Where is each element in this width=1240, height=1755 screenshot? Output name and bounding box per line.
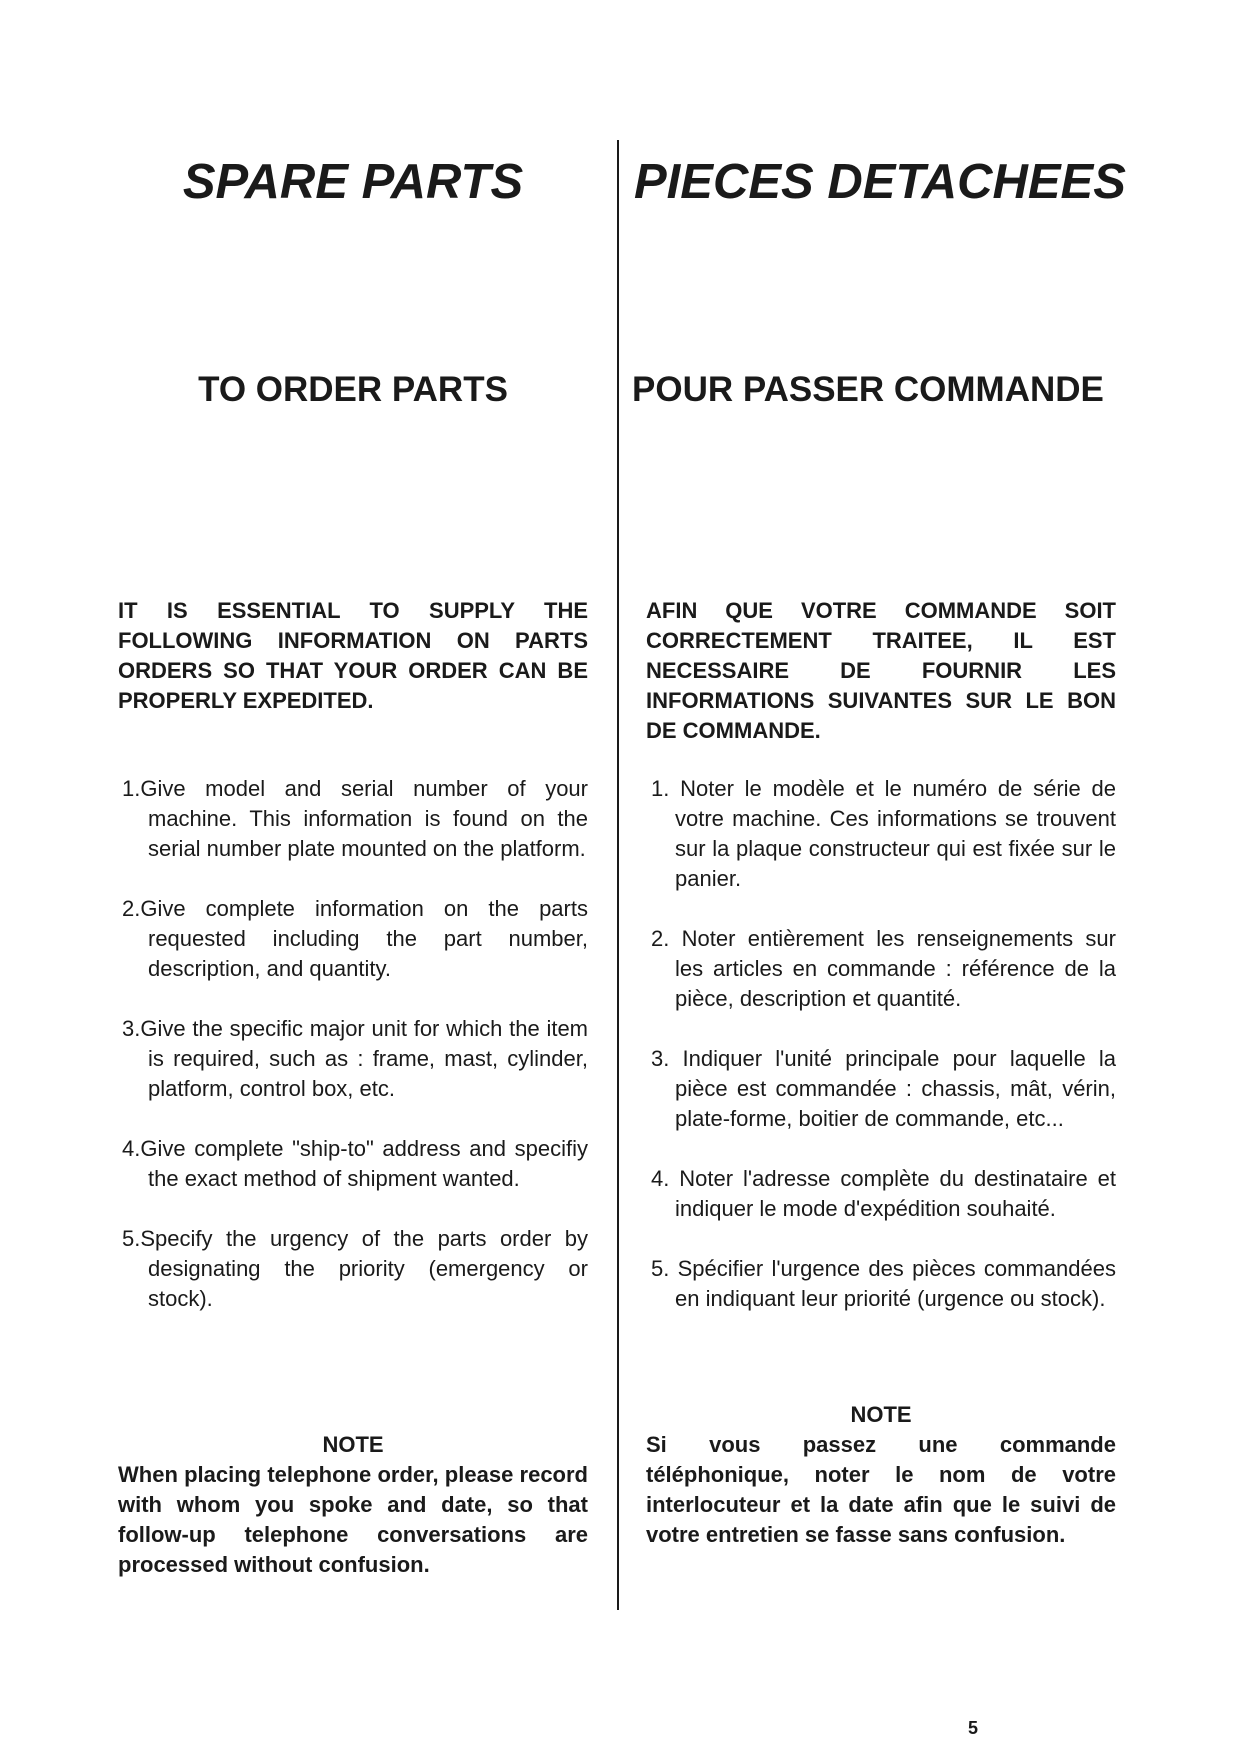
list-item: 2. Noter entièrement les renseignements sur les articles en commande : référence de la pièce, description et quantité. — [651, 926, 1116, 1011]
note-text-fr: Si vous passez une commande téléphonique, noter le nom de votre interlocuteur et la date afin que le suivi de votre entretien se fasse sans confusion. — [646, 1432, 1116, 1547]
list-item: 4.Give complete "ship-to" address and specifiy the exact method of shipment wanted. — [122, 1136, 588, 1191]
note-text-en: When placing telephone order, please record with whom you spoke and date, so that follow-up telephone conversations are processed without confusion. — [118, 1462, 588, 1577]
column-divider — [617, 140, 619, 1610]
list-item: 3. Indiquer l'unité principale pour laquelle la pièce est commandée : chassis, mât, vérin, plate-forme, boitier de commande, etc... — [651, 1046, 1116, 1131]
list-item: 1.Give model and serial number of your machine. This information is found on the serial number plate mounted on the platform. — [122, 776, 588, 861]
list-item: 4. Noter l'adresse complète du destinataire et indiquer le mode d'expédition souhaité. — [651, 1166, 1116, 1221]
page-title-fr: PIECES DETACHEES — [634, 155, 1126, 209]
note-heading-fr: NOTE — [850, 1402, 912, 1427]
page-number: 5 — [968, 1718, 979, 1738]
intro-text-en: IT IS ESSENTIAL TO SUPPLY THE FOLLOWING INFORMATION ON PARTS ORDERS SO THAT YOUR ORDER CAN BE PROPERLY EXPEDITED. — [118, 598, 588, 713]
intro-text-fr: AFIN QUE VOTRE COMMANDE SOIT CORRECTEMENT TRAITEE, IL EST NECESSAIRE DE FOURNIR LES INFORMATIONS SUIVANTES SUR LE BON DE COMMANDE. — [646, 598, 1116, 743]
list-item: 1. Noter le modèle et le numéro de série de votre machine. Ces informations se trouvent sur la plaque constructeur qui est fixée sur le panier. — [651, 776, 1116, 891]
section-title-fr: POUR PASSER COMMANDE — [632, 370, 1104, 409]
list-item: 5. Spécifier l'urgence des pièces commandées en indiquant leur priorité (urgence ou stock). — [651, 1256, 1116, 1311]
note-block-en — [118, 1430, 588, 1580]
page-title-en: SPARE PARTS — [182, 155, 524, 209]
list-item: 5.Specify the urgency of the parts order by designating the priority (emergency or stock). — [122, 1226, 588, 1311]
note-heading-en: NOTE — [322, 1432, 384, 1457]
note-block-fr — [646, 1400, 1116, 1550]
instructions-list-en — [118, 774, 588, 1344]
section-title-en: TO ORDER PARTS — [198, 370, 508, 409]
instructions-list-fr — [646, 774, 1116, 1344]
list-item: 3.Give the specific major unit for which the item is required, such as : frame, mast, cylinder, platform, control box, etc. — [122, 1016, 588, 1101]
list-item: 2.Give complete information on the parts requested including the part number, description, and quantity. — [122, 896, 588, 981]
